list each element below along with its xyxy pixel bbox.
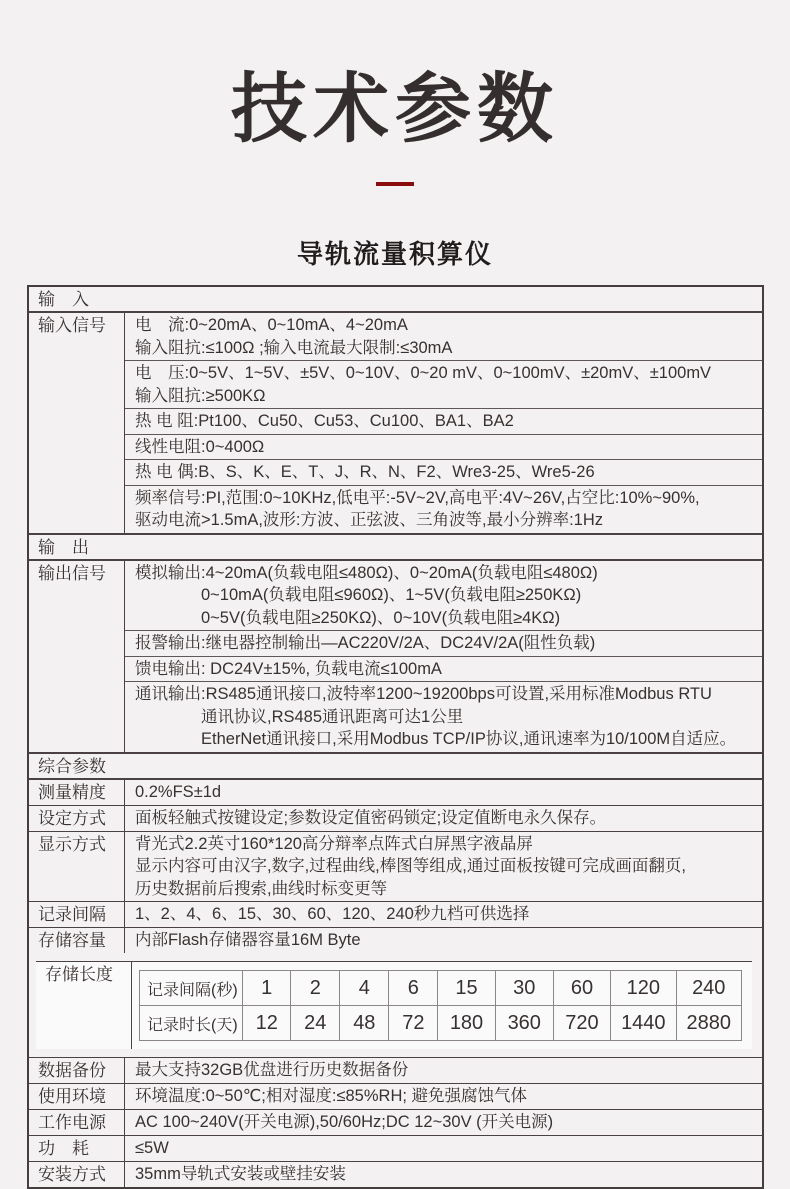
value-line: 馈电输出: DC24V±15%, 负载电流≤100mA [135,659,442,678]
row-value [125,1058,762,1083]
value-line: 0~10mA(负载电阻≤960Ω)、1~5V(负载电阻≥250KΩ) [201,586,582,604]
spec-row [29,831,762,902]
spec-subcell [125,681,762,752]
section-title: 综合参数 [38,756,106,776]
spec-subcell [125,434,762,460]
row-label: 安装方式 [29,1162,125,1187]
value-line: 面板轻触式按键设定;参数设定值密码锁定;设定值断电永久保存。 [135,808,607,827]
storage-value-cell: 2880 [676,1006,741,1041]
row-label: 功 耗 [29,1136,125,1161]
row-label: 设定方式 [29,806,125,831]
row-label: 显示方式 [29,832,125,902]
value-line: 通讯输出:RS485通讯接口,波特率1200~19200bps可设置,采用标准Modbus RTU [135,685,712,703]
spec-row [29,1083,762,1109]
spec-row [29,1135,762,1161]
row-value [125,902,762,927]
page-title: 技术参数 [231,67,559,152]
value-line: AC 100~240V(开关电源),50/60Hz;DC 12~30V (开关电源) [135,1113,554,1131]
row-value [125,1084,762,1109]
row-label: 工作电源 [29,1110,125,1135]
storage-value-cell: 4 [340,971,389,1006]
section-title: 输 出 [38,537,89,557]
value-line: 报警输出:继电器控制输出—AC220V/2A、DC24V/2A(阻性负载) [135,634,596,652]
row-label: 输入信号 [29,313,125,533]
value-line: ≤5W [135,1139,169,1157]
spec-row [36,961,752,1049]
storage-value-cell: 48 [340,1006,389,1041]
row-value [125,561,762,752]
value-line: 0.2%FS±1d [135,782,222,801]
value-line: 通讯协议,RS485通讯距离可达1公里 [201,707,464,726]
storage-value-cell: 72 [389,1006,438,1041]
row-value [125,1110,762,1135]
value-line: 最大支持32GB优盘进行历史数据备份 [135,1061,409,1079]
spec-row [29,778,762,805]
row-label: 输出信号 [29,561,125,752]
spec-subcell [125,408,762,434]
value-line: 历史数据前后搜索,曲线时标变更等 [135,879,388,898]
value-line: 热 电 阻:Pt100、Cu50、Cu53、Cu100、BA1、BA2 [135,412,514,430]
storage-value-cell: 15 [438,971,495,1006]
spec-subcell [125,630,762,656]
storage-value-cell: 1440 [611,1006,676,1041]
storage-row [140,1006,742,1041]
spec-cell [125,1136,762,1161]
spec-cell [125,902,762,927]
row-label: 数据备份 [29,1058,125,1083]
spec-cell [125,1162,762,1187]
storage-value-cell: 1 [243,971,291,1006]
storage-value-cell: 24 [291,1006,340,1041]
value-line: 背光式2.2英寸160*120高分辩率点阵式白屏黑字液晶屏 [135,834,533,853]
spec-subcell [125,459,762,485]
row-label: 使用环境 [29,1084,125,1109]
value-line: 显示内容可由汉字,数字,过程曲线,棒图等组成,通过面板按键可完成画面翻页, [135,857,686,875]
storage-value-cell: 180 [438,1006,495,1041]
row-value [125,1136,762,1161]
value-line: 内部Flash存储器容量16M Byte [135,931,361,949]
spec-cell [125,832,762,902]
row-label: 测量精度 [29,780,125,805]
spec-cell [125,1058,762,1083]
value-line: 1、2、4、6、15、30、60、120、240秒九档可供选择 [135,905,530,923]
storage-row-header: 记录时长(天) [140,1006,243,1041]
storage-value-cell: 360 [495,1006,553,1041]
spec-subcell [125,485,762,533]
storage-value-cell: 60 [553,971,610,1006]
value-line: 模拟输出:4~20mA(负载电阻≤480Ω)、0~20mA(负载电阻≤480Ω) [135,563,598,582]
storage-row [140,971,742,1006]
section-title: 输 入 [38,290,89,309]
row-value [125,806,762,831]
storage-value-cell: 120 [611,971,676,1006]
value-line: 输入阻抗:≥500KΩ [135,386,266,405]
row-value [125,780,762,805]
storage-value-cell: 2 [291,971,340,1006]
row-label: 存储长度 [36,962,132,1049]
spec-cell [125,928,762,953]
value-line: 0~5V(负载电阻≥250KΩ)、0~10V(负载电阻≥4KΩ) [201,608,561,627]
spec-table [27,285,764,1189]
value-line: 线性电阻:0~400Ω [135,437,265,456]
row-value [132,962,752,1049]
value-line: 电 流:0~20mA、0~10mA、4~20mA [135,316,408,334]
value-line: 输入阻抗:≤100Ω ;输入电流最大限制:≤30mA [135,338,453,357]
storage-value-cell: 240 [676,971,741,1006]
spec-row [29,901,762,927]
value-line: 驱动电流>1.5mA,波形:方波、正弦波、三角波等,最小分辨率:1Hz [135,511,604,529]
value-line: 频率信号:PI,范围:0~10KHz,低电平:-5V~2V,高电平:4V~26V,占空比:10%~90%, [135,488,700,507]
spec-subcell [125,313,762,360]
storage-row-header: 记录间隔(秒) [140,971,243,1006]
product-subtitle: 导轨流量积算仪 [296,239,493,269]
storage-value-cell: 6 [389,971,438,1006]
storage-value-cell: 30 [495,971,553,1006]
section-header-row [29,533,762,559]
row-value [125,832,762,902]
spec-cell [125,806,762,831]
spec-cell [125,1084,762,1109]
row-value [125,313,762,533]
accent-divider [376,182,414,186]
value-line: 35mm导轨式安装或壁挂安装 [135,1165,346,1183]
spec-row [29,1161,762,1187]
row-value [125,1162,762,1187]
value-line: 环境温度:0~50℃;相对湿度:≤85%RH; 避免强腐蚀气体 [135,1087,528,1105]
storage-value-cell: 720 [553,1006,610,1041]
spec-row [29,1109,762,1135]
spec-subcell [125,561,762,631]
spec-subcell [125,656,762,682]
value-line: 热 电 偶:B、S、K、E、T、J、R、N、F2、Wre3-25、Wre5-26 [135,463,595,481]
row-value [125,928,762,953]
spec-row [29,927,762,953]
spec-subcell [125,360,762,408]
spec-row [29,311,762,533]
storage-value-cell: 12 [243,1006,291,1041]
spec-row [29,1057,762,1083]
spec-cell [125,1110,762,1135]
page-header [0,0,790,271]
spec-cell [125,780,762,805]
row-label: 记录间隔 [29,902,125,927]
section-header-row [29,752,762,778]
spec-row [29,559,762,752]
section-header-row [29,287,762,311]
row-label: 存储容量 [29,928,125,953]
spec-row [29,805,762,831]
value-line: 电 压:0~5V、1~5V、±5V、0~10V、0~20 mV、0~100mV、±20mV、±100mV [135,364,712,382]
value-line: EtherNet通讯接口,采用Modbus TCP/IP协议,通讯速率为10/100M自适应。 [201,730,737,748]
storage-table [139,970,742,1041]
